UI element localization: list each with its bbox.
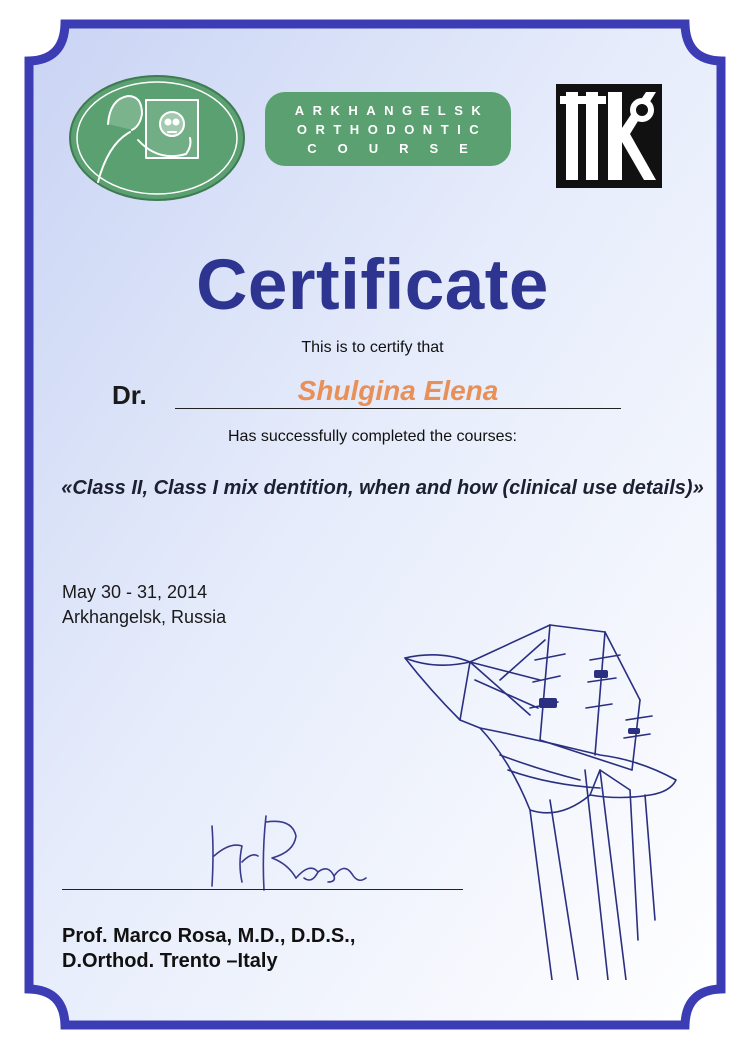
handwritten-signature — [200, 812, 380, 896]
ak-monogram-logo-icon — [556, 84, 662, 188]
name-underline — [175, 408, 621, 409]
course-date: May 30 - 31, 2014 — [62, 582, 208, 602]
signer-name: Prof. Marco Rosa, M.D., D.D.S., — [62, 925, 356, 947]
course-logo-line-1: ARKHANGELSK — [294, 102, 490, 118]
course-title: «Class II, Class I mix dentition, when and how (clinical use details)» — [61, 477, 704, 499]
course-logo-line-2: ORTHODONTIC — [296, 121, 488, 137]
course-logo — [265, 92, 511, 166]
course-place: Arkhangelsk, Russia — [62, 607, 227, 627]
doctor-skull-logo-icon — [68, 74, 246, 202]
dr-label: Dr. — [112, 380, 147, 410]
certificate-title: Certificate — [196, 246, 549, 325]
signer-credentials: D.Orthod. Trento –Italy — [62, 950, 278, 972]
certify-text: This is to certify that — [301, 339, 444, 356]
completed-text: Has successfully completed the courses: — [227, 428, 517, 445]
course-logo-line-3: COURSE — [307, 140, 489, 156]
signature-line — [62, 889, 463, 890]
recipient-name: Shulgina Elena — [297, 375, 499, 406]
sailing-ship-illustration — [400, 620, 690, 980]
